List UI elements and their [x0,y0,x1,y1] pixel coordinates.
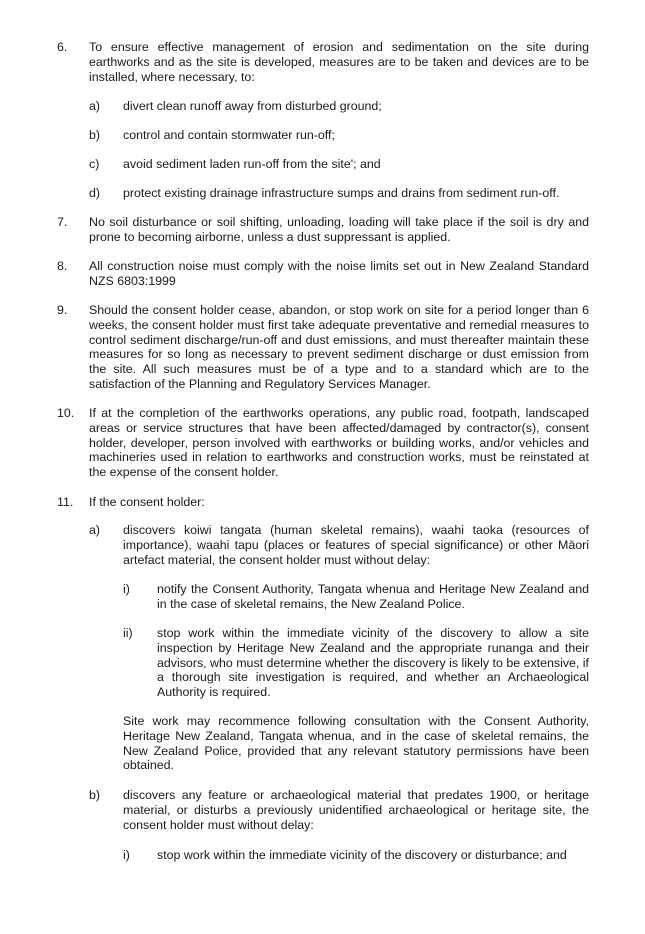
item-6c-text: avoid sediment laden run-off from the site'; and [123,157,381,171]
item-9-number: 9. [57,303,68,317]
item-6d-text: protect existing drainage infrastructure sumps and drains from sediment run-off. [123,186,560,200]
item-6a-text: divert clean runoff away from disturbed ground; [123,99,382,113]
item-11a-ii-label: ii) [123,626,133,640]
item-11a-label: a) [89,523,101,537]
item-11b-i-text: stop work within the immediate vicinity of the discovery or disturbance; and [157,848,567,862]
item-6-number: 6. [57,40,68,54]
item-11-text: If the consent holder: [89,495,205,509]
item-11-number: 11. [57,495,74,509]
item-11b-label: b) [89,788,101,802]
item-6c-label: c) [89,157,100,171]
item-7-text: No soil disturbance or soil shifting, unloading, loading will take place if the soil is dry and prone to becoming airborne, unless a dust suppressant is applied. [89,215,589,244]
item-8-text: All construction noise must comply with the noise limits set out in New Zealand Standard NZS 6803:1999 [89,259,589,288]
item-6-text: To ensure effective management of erosion and sedimentation on the site during earthworks and as the site is developed, measures are to be taken and devices are to be installed, where necessary, to: [89,40,589,84]
item-10-text: If at the completion of the earthworks operations, any public road, footpath, landscaped areas or service structures that have been affected/damaged by contractor(s), consent holder, developer, person involved with earthworks or building works, and/or vehicles and machineries used in relation to earthworks and construction works, must be reinstated at the expense of the consent holder. [89,406,589,480]
item-6d-label: d) [89,186,101,200]
item-11b-i-label: i) [123,848,130,862]
item-11a-text: discovers koiwi tangata (human skeletal remains), waahi taoka (resources of importance), waahi tapu (places or features of special significance) or other Māori artefact material, the consent holder must without delay: [123,523,589,567]
item-7-number: 7. [57,215,68,229]
item-8-number: 8. [57,259,68,273]
item-11a-note: Site work may recommence following consultation with the Consent Authority, Heritage New Zealand, Tangata whenua, and in the case of skeletal remains, the New Zealand Police, provided that any relevant statutory permissions have been obtained. [123,714,589,773]
item-11a-i-label: i) [123,582,130,596]
item-11a-ii-text: stop work within the immediate vicinity of the discovery to allow a site inspection by Heritage New Zealand and the appropriate runanga and their advisors, who must determine whether the discovery is likely to be extensive, if a thorough site investigation is required, and whether an Archaeological Authority is required. [157,626,589,700]
item-9-text: Should the consent holder cease, abandon, or stop work on site for a period longer than 6 weeks, the consent holder must first take adequate preventative and remedial measures to control sediment discharge/run-off and dust emissions, and must thereafter maintain these measures for so long as necessary to prevent sediment discharge or dust emission from the site. All such measures must be of a type and to a standard which are to the satisfaction of the Planning and Regulatory Services Manager. [89,303,589,391]
item-11b-text: discovers any feature or archaeological material that predates 1900, or heritage material, or disturbs a previously unidentified archaeological or heritage site, the consent holder must without delay: [123,788,589,832]
item-6a-label: a) [89,99,101,113]
item-6b-label: b) [89,128,101,142]
item-6b-text: control and contain stormwater run-off; [123,128,335,142]
item-10-number: 10. [57,406,75,420]
item-11a-i-text: notify the Consent Authority, Tangata whenua and Heritage New Zealand and in the case of skeletal remains, the New Zealand Police. [157,582,589,611]
